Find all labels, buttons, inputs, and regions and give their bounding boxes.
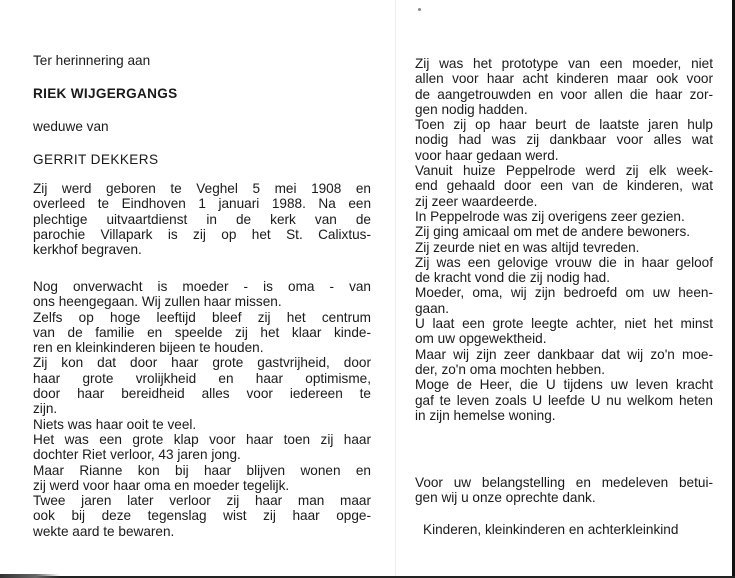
text-line: kerkhof begraven.: [33, 242, 142, 258]
text-line: ren en kleinkinderen bijeen te houden.: [33, 340, 264, 356]
center-fold: [395, 0, 396, 578]
text-line: Nog onverwacht is moeder - is oma - van: [33, 279, 371, 294]
text-line: gaan.: [415, 300, 450, 316]
text-line: voor haar gedaan werd.: [415, 147, 559, 163]
text-line: door haar bereidheid alles voor iedereen te: [33, 386, 371, 402]
text-line: van de familie en speelde zij het klaar kinde-: [33, 324, 371, 340]
signature-line: Kinderen, kleinkinderen en achterkleinkind: [423, 522, 679, 537]
spouse-name: GERRIT DEKKERS: [33, 152, 159, 167]
deceased-name: RIEK WIJGERGANGS: [33, 86, 178, 101]
intro-line: Ter herinnering aan: [33, 53, 151, 68]
text-line: Zij ging amicaal om met de andere bewoners.: [415, 224, 691, 240]
text-line: Maar wij zijn zeer dankbaar dat wij zo'n moe-: [415, 346, 713, 362]
remembrance-paragraph: [33, 279, 371, 539]
tribute-paragraph: [415, 56, 713, 423]
text-line: Maar Rianne kon bij haar blijven wonen en: [33, 462, 371, 478]
text-line: nodig had was zij dankbaar voor alles wat: [415, 132, 713, 148]
text-line: Zij was een gelovige vrouw die in haar geloof: [415, 254, 713, 270]
text-line: Voor uw belangstelling en medeleven betui-: [415, 475, 713, 490]
text-line: overleed te Eindhoven 1 januari 1988. Na een: [33, 196, 371, 212]
text-line: allen voor haar acht kinderen maar ook voor: [415, 71, 713, 87]
text-line: haar grote vrolijkheid en haar optimisme,: [33, 370, 371, 386]
thanks-paragraph: [415, 475, 713, 506]
text-line: gaf te leven zoals U leefde U nu welkom heten: [415, 392, 713, 408]
text-line: U laat een grote leegte achter, niet het minst: [415, 316, 713, 332]
text-line: zij werd voor haar oma en moeder tegelijk.: [33, 477, 290, 493]
text-line: Toen zij op haar beurt de laatste jaren hulp: [415, 117, 713, 133]
text-line: Moge de Heer, die U tijdens uw leven kracht: [415, 377, 713, 393]
text-line: In Peppelrode was zij overigens zeer gezien.: [415, 208, 685, 224]
text-line: gen wij u onze oprechte dank.: [415, 490, 596, 506]
text-line: in zijn hemelse woning.: [415, 407, 556, 423]
text-line: ook bij deze tegenslag wist zij haar opge-: [33, 508, 371, 524]
text-line: Zij zeurde niet en was altijd tevreden.: [415, 239, 640, 255]
text-line: der, zo'n oma mochten hebben.: [415, 361, 606, 377]
widow-of-line: weduwe van: [33, 119, 109, 134]
text-line: Zij kon dat door haar grote gastvrijheid, door: [33, 355, 371, 371]
text-line: Moeder, oma, wij zijn bedroefd om uw heen-: [415, 285, 713, 301]
text-line: parochie Villapark is zij op het St. Calixtus-: [33, 226, 371, 242]
text-line: plechtige uitvaartdienst in de kerk van de: [33, 211, 371, 227]
text-line: Vanuit huize Peppelrode werd zij elk week-: [415, 163, 713, 179]
corner-smudge: [0, 574, 60, 578]
text-line: zij zeer waardeerde.: [415, 193, 538, 209]
text-line: zijn.: [33, 401, 58, 417]
text-line: de kracht vond die zij nodig had.: [415, 270, 610, 286]
print-speck: [418, 8, 421, 11]
text-line: Zelfs op hoge leeftijd bleef zij het centrum: [33, 309, 371, 325]
text-line: Niets was haar ooit te veel.: [33, 416, 197, 432]
text-line: end gehaald door een van de kinderen, wat: [415, 178, 713, 194]
text-line: dochter Riet verloor, 43 jaren jong.: [33, 447, 241, 463]
text-line: om uw opgewektheid.: [415, 331, 547, 347]
text-line: ons heengegaan. Wij zullen haar missen.: [33, 294, 282, 310]
biography-paragraph: [33, 181, 371, 257]
text-line: Zij werd geboren te Veghel 5 mei 1908 en: [33, 181, 371, 196]
text-line: wekte aard te bewaren.: [33, 523, 175, 539]
text-line: Twee jaren later verloor zij haar man maar: [33, 493, 371, 509]
text-line: Het was een grote klap voor haar toen zij haar: [33, 431, 371, 447]
text-line: de aangetrouwden en voor allen die haar zor-: [415, 86, 713, 102]
text-line: Zij was het prototype van een moeder, niet: [415, 56, 713, 71]
text-line: gen nodig hadden.: [415, 101, 528, 117]
